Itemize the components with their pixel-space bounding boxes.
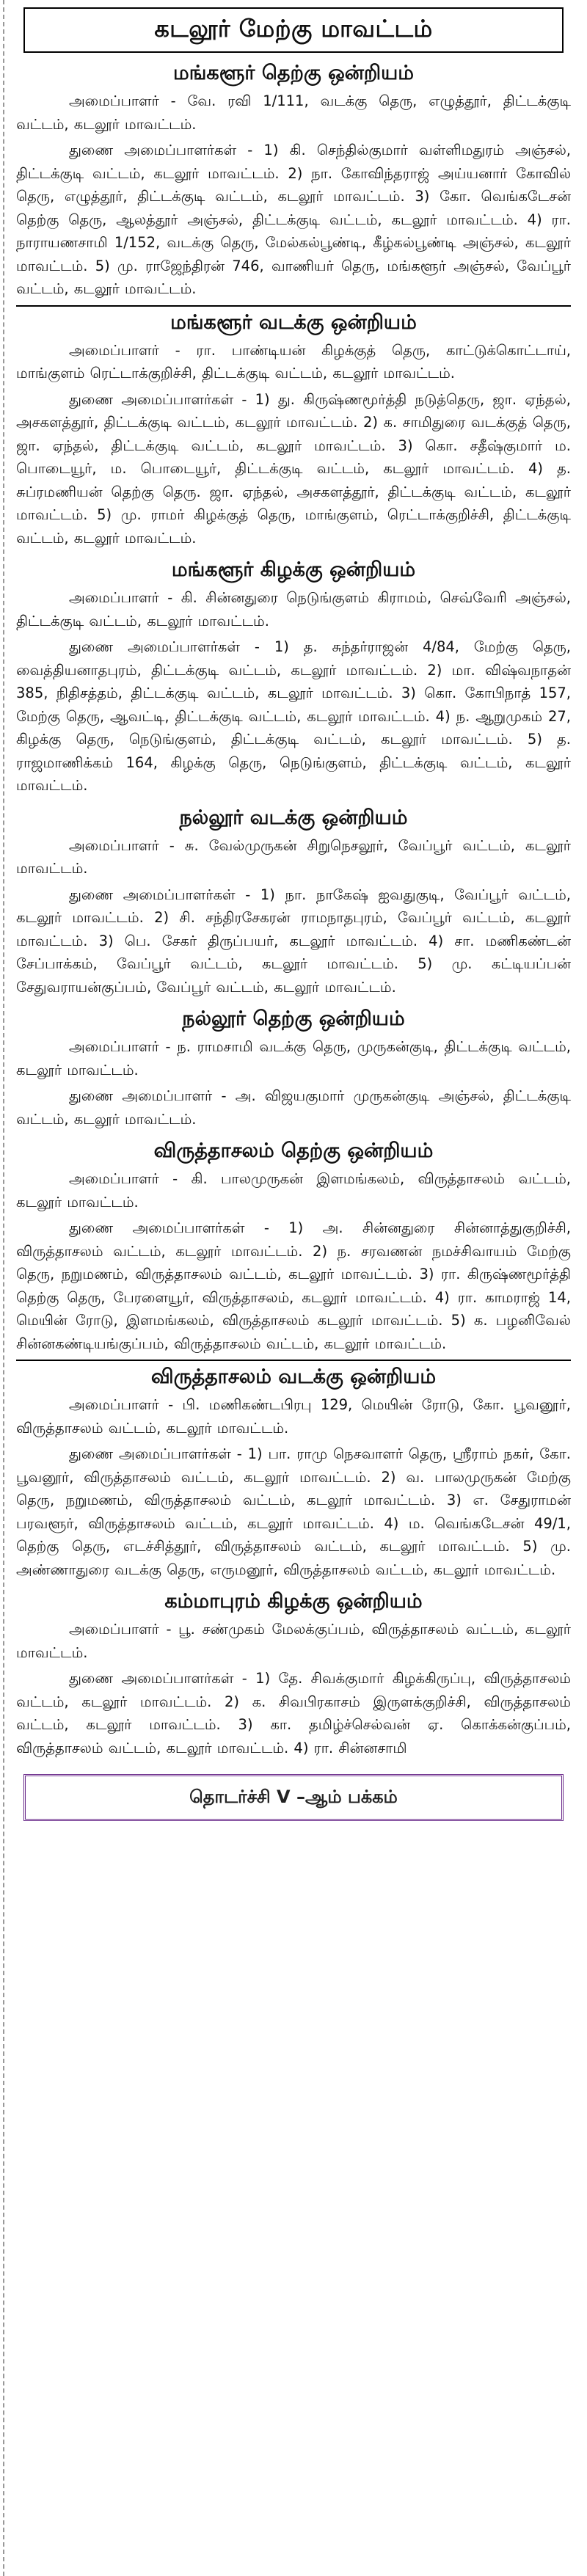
deputy-organisers-paragraph: துணை அமைப்பாளர்கள் - 1) கி. செந்தில்குமார் வள்ளிமதுரம் அஞ்சல், திட்டக்குடி வட்டம், கடலூர் மாவட்டம். 2) நா. கோவிந்தராஜ் அய்யனார் கோவில் தெரு, எழுத்தூர், திட்டக்குடி வட்டம், கடலூர் மாவட்டம். 3) கோ. வெங்கடேசன் தெற்கு தெரு, ஆலத்தூர் அஞ்சல், திட்டக்குடி வட்டம், கடலூர் மாவட்டம். 4) ரா. நாராயணசாமி 1/152, வடக்கு தெரு, மேல்கல்பூண்டி, கீழ்கல்பூண்டி அஞ்சல், கடலூர் மாவட்டம். 5) மு. ராஜேந்திரன் 746, வாணியர் தெரு, மங்களூர் அஞ்சல், வேப்பூர் வட்டம், கடலூர் மாவட்டம். — [16, 142, 571, 297]
deputy-organisers-paragraph: துணை அமைப்பாளர்கள் - 1) நா. நாகேஷ் ஐவதுகுடி, வேப்பூர் வட்டம், கடலூர் மாவட்டம். 2) சி. சந்திரசேகரன் ராமநாதபுரம், வேப்பூர் வட்டம், கடலூர் மாவட்டம். 3) பெ. சேகர் திருப்பயர், கடலூர் மாவட்டம். 4) சா. மணிகண்டன் சேப்பாக்கம், வேப்பூர் வட்டம், கடலூர் மாவட்டம். 5) மு. கட்டியப்பன் சேதுவராயன்குப்பம், வேப்பூர் வட்டம், கடலூர் மாவட்டம். — [16, 886, 571, 996]
section-heading: நல்லூர் வடக்கு ஒன்றியம் — [179, 806, 408, 829]
deputy-organisers-paragraph: துணை அமைப்பாளர்கள் - 1) அ. சின்னதுரை சின்னாத்துகுறிச்சி, விருத்தாசலம் வட்டம், கடலூர் மாவட்டம். 2) ந. சரவணன் நமச்சிவாயம் மேற்கு தெரு, நறுமணம், விருத்தாசலம் வட்டம், கடலூர் மாவட்டம். 3) ரா. கிருஷ்ணமூர்த்தி தெற்கு தெரு, பேரளையூர், விருத்தாசலம், கடலூர் மாவட்டம். 4) ரா. காமராஜ் 14, மெயின் ரோடு, இளமங்கலம், விருத்தாசலம் கடலூர் மாவட்டம். 5) க. பழனிவேல் சின்னகண்டியங்குப்பம், விருத்தாசலம் வட்டம், கடலூர் மாவட்டம். — [16, 1219, 571, 1352]
section-virudhachalam-south — [16, 1135, 571, 1355]
section-heading: மங்களூர் தெற்கு ஒன்றியம் — [172, 62, 414, 84]
section-heading: மங்களூர் கிழக்கு ஒன்றியம் — [171, 558, 416, 581]
section-nallur-south — [16, 1003, 571, 1131]
section-mangalur-south — [16, 57, 571, 301]
organiser-paragraph: அமைப்பாளர் - ந. ராமசாமி வடக்கு தெரு, முருகன்குடி, திட்டக்குடி வட்டம், கடலூர் மாவட்டம். — [16, 1038, 571, 1079]
section-virudhachalam-north — [16, 1360, 571, 1581]
section-heading: நல்லூர் தெற்கு ஒன்றியம் — [182, 1007, 405, 1030]
section-heading: விருத்தாசலம் வடக்கு ஒன்றியம் — [16, 1360, 571, 1393]
section-mangalur-north — [16, 305, 571, 550]
district-title: கடலூர் மேற்கு மாவட்டம் — [23, 7, 564, 53]
section-kammapuram-east — [16, 1586, 571, 1759]
organiser-paragraph: அமைப்பாளர் - ரா. பாண்டியன் கிழக்குத் தெரு, காட்டுக்கொட்டாய், மாங்குளம் ரெட்டாக்குறிச்சி, திட்டக்குடி வட்டம், கடலூர் மாவட்டம். — [16, 341, 571, 382]
deputy-organisers-paragraph: துணை அமைப்பாளர்கள் - 1) து. கிருஷ்ணமூர்த்தி நடுத்தெரு, ஜா. ஏந்தல், அசகளத்தூர், திட்டக்குடி வட்டம், கடலூர் மாவட்டம். 2) க. சாமிதுரை வடக்குத் தெரு, ஜா. ஏந்தல், திட்டக்குடி வட்டம், கடலூர் மாவட்டம். 3) கொ. சதீஷ்குமார் ம. பொடையூர், ம. பொடையூர், திட்டக்குடி வட்டம், கடலூர் மாவட்டம். 4) த. சுப்ரமணியன் தெற்கு தெரு. ஜா. ஏந்தல், அசகளத்தூர், திட்டக்குடி வட்டம், கடலூர் மாவட்டம். 5) மு. ராமர் கிழக்குத் தெரு, மாங்குளம், ரெட்டாக்குறிச்சி, திட்டக்குடி வட்டம், கடலூர் மாவட்டம். — [16, 390, 571, 547]
organiser-paragraph: அமைப்பாளர் - பூ. சண்முகம் மேலக்குப்பம், விருத்தாசலம் வட்டம், கடலூர் மாவட்டம். — [16, 1621, 571, 1661]
organiser-paragraph: அமைப்பாளர் - கி. சின்னதுரை நெடுங்குளம் கிராமம், செவ்வேரி அஞ்சல், திட்டக்குடி வட்டம், கடலூர் மாவட்டம். — [16, 589, 571, 630]
organiser-paragraph: அமைப்பாளர் - சு. வேல்முருகன் சிறுநெசலூர், வேப்பூர் வட்டம், கடலூர் மாவட்டம். — [16, 836, 571, 877]
section-mangalur-east — [16, 554, 571, 798]
deputy-organisers-paragraph: துணை அமைப்பாளர்கள் - 1) தே. சிவக்குமார் கிழக்கிருப்பு, விருத்தாசலம் வட்டம், கடலூர் மாவட்டம். 2) க. சிவபிரகாசம் இருளக்குறிச்சி, விருத்தாசலம் வட்டம், கடலூர் மாவட்டம். 3) கா. தமிழ்ச்செல்வன் ஏ. கொக்கன்குப்பம், விருத்தாசலம் வட்டம், கடலூர் மாவட்டம். 4) ரா. சின்னசாமி — [16, 1670, 571, 1756]
deputy-organiser-paragraph: துணை அமைப்பாளர் - அ. விஜயகுமார் முருகன்குடி அஞ்சல், திட்டக்குடி வட்டம், கடலூர் மாவட்டம். — [16, 1087, 571, 1128]
section-heading: மங்களூர் வடக்கு ஒன்றியம் — [16, 305, 571, 339]
continued-on-page-box: தொடர்ச்சி V –ஆம் பக்கம் — [23, 1774, 564, 1821]
organiser-paragraph: அமைப்பாளர் - கி. பாலமுருகன் இளமங்கலம், விருத்தாசலம் வட்டம், கடலூர் மாவட்டம். — [16, 1170, 571, 1211]
organiser-paragraph: அமைப்பாளர் - பி. மணிகண்டபிரபு 129, மெயின் ரோடு, கோ. பூவனூர், விருத்தாசலம் வட்டம், கடலூர் மாவட்டம். — [16, 1396, 571, 1437]
section-heading: கம்மாபுரம் கிழக்கு ஒன்றியம் — [164, 1590, 423, 1613]
deputy-organisers-paragraph: துணை அமைப்பாளர்கள் - 1) பா. ராமு நெசவாளர் தெரு, ஸ்ரீராம் நகர், கோ. பூவனூர், விருத்தாசலம் வட்டம், கடலூர் மாவட்டம். 2) வ. பாலமுருகன் மேற்கு தெரு, நறுமணம், விருத்தாசலம் வட்டம், கடலூர் மாவட்டம். 3) எ. சேதுராமன் பரவளூர், விருத்தாசலம் வட்டம், கடலூர் மாவட்டம். 4) ம. வெங்கடேசன் 49/1, தெற்கு தெரு, எடச்சித்தூர், விருத்தாசலம் வட்டம், கடலூர் மாவட்டம். 5) மு. அண்ணாதுரை வடக்கு தெரு, எருமனூர், விருத்தாசலம் வட்டம், கடலூர் மாவட்டம். — [16, 1445, 571, 1578]
section-heading: விருத்தாசலம் தெற்கு ஒன்றியம் — [153, 1139, 434, 1162]
deputy-organisers-paragraph: துணை அமைப்பாளர்கள் - 1) த. சுந்தர்ராஜன் 4/84, மேற்கு தெரு, வைத்தியனாதபுரம், திட்டக்குடி வட்டம், கடலூர் மாவட்டம். 2) மா. விஷ்வநாதன் 385, நிதிசத்தம், திட்டக்குடி வட்டம், கடலூர் மாவட்டம். 3) கொ. கோபிநாத் 157, மேற்கு தெரு, ஆவட்டி, திட்டக்குடி வட்டம், கடலூர் மாவட்டம். 4) ந. ஆறுமுகம் 27, கிழக்கு தெரு, நெடுங்குளம், திட்டக்குடி வட்டம், கடலூர் மாவட்டம். 5) த. ராஜமாணிக்கம் 164, கிழக்கு தெரு, நெடுங்குளம், திட்டக்குடி வட்டம், கடலூர் மாவட்டம். — [16, 638, 571, 794]
organiser-paragraph: அமைப்பாளர் - வே. ரவி 1/111, வடக்கு தெரு, எழுத்தூர், திட்டக்குடி வட்டம், கடலூர் மாவட்டம். — [16, 92, 571, 133]
section-nallur-north — [16, 802, 571, 999]
